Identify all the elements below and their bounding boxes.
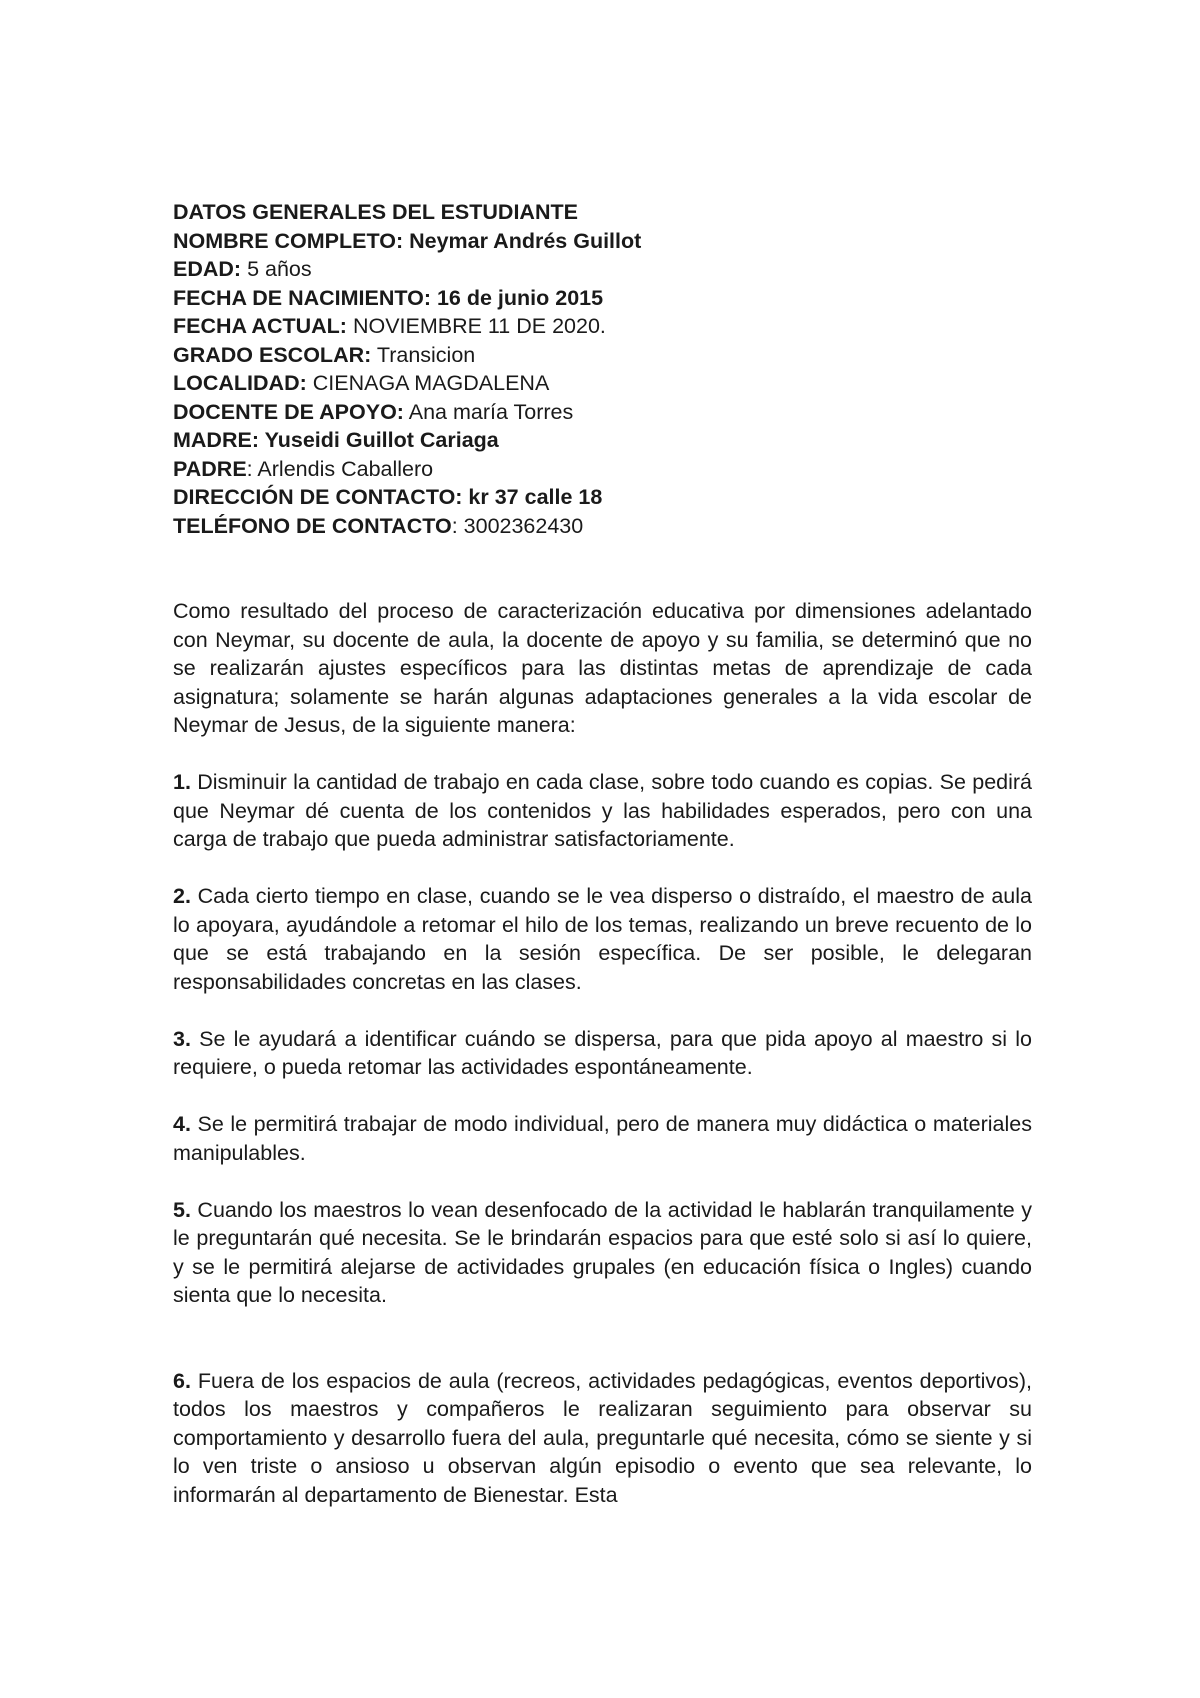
field-padre (173, 455, 1032, 484)
list-item (173, 1367, 1032, 1510)
field-label: FECHA ACTUAL: (173, 314, 347, 338)
list-item (173, 1196, 1032, 1310)
field-label: PADRE (173, 456, 247, 481)
item-text: Se le permitirá trabajar de modo individual, pero de manera muy didáctica o materiales manipulables. (173, 1112, 1032, 1165)
field-label: DIRECCIÓN DE CONTACTO: (173, 485, 463, 509)
field-grado-escolar (173, 341, 1032, 370)
field-value: Neymar Andrés Guillot (403, 228, 642, 253)
item-number: 1. (173, 770, 191, 794)
field-label: NOMBRE COMPLETO: (173, 228, 404, 253)
item-number: 3. (173, 1026, 191, 1051)
field-value: Transicion (371, 342, 476, 367)
field-label: FECHA DE NACIMIENTO: (173, 285, 431, 310)
field-value: : Arlendis Caballero (246, 456, 434, 481)
field-edad (173, 255, 1032, 284)
item-text: Disminuir la cantidad de trabajo en cada clase, sobre todo cuando es copias. Se pedirá que Neymar dé cuenta de los contenidos y las habilidades esperados, pero con una carga de trabajo que pueda administrar satisfactoriamente. (173, 770, 1032, 851)
field-nombre-completo (173, 227, 1032, 256)
list-item (173, 1025, 1032, 1082)
document-page (173, 198, 1032, 1509)
item-number: 4. (173, 1112, 191, 1136)
item-text: Cuando los maestros lo vean desenfocado de la actividad le hablarán tranquilamente y le preguntarán qué necesita. Se le brindarán espacios para que esté solo si así lo quiere, y se le permitirá alejarse de actividades grupales (en educación física o Ingles) cuando sienta que lo necesita. (173, 1197, 1032, 1307)
field-value: 5 años (241, 257, 312, 281)
field-value: : 3002362430 (451, 513, 584, 538)
field-direccion-contacto (173, 483, 1032, 512)
field-localidad (173, 369, 1032, 398)
field-value: Ana maría Torres (403, 399, 574, 424)
field-value: NOVIEMBRE 11 DE 2020. (346, 314, 606, 338)
field-fecha-nacimiento (173, 284, 1032, 313)
list-item (173, 1110, 1032, 1167)
item-text: Cada cierto tiempo en clase, cuando se le vea disperso o distraído, el maestro de aula lo apoyara, ayudándole a retomar el hilo de los temas, realizando un breve recuento de lo que se está trabajando en la sesión específica. De ser posible, le delegaran responsabilidades concretas en las clases. (173, 884, 1032, 994)
item-number: 6. (173, 1368, 191, 1393)
field-fecha-actual (173, 312, 1032, 341)
intro-paragraph: Como resultado del proceso de caracterización educativa por dimensiones adelantado con Neymar, su docente de aula, la docente de apoyo y su familia, se determinó que no se realizarán ajustes específicos para las distintas metas de aprendizaje de cada asignatura; solamente se harán algunas adaptaciones generales a la vida escolar de Neymar de Jesus, de la siguiente manera: (173, 599, 1032, 737)
field-label: TELÉFONO DE CONTACTO (173, 513, 452, 538)
field-value: kr 37 calle 18 (462, 485, 603, 509)
item-number: 5. (173, 1197, 191, 1222)
item-number: 2. (173, 884, 191, 908)
item-text: Fuera de los espacios de aula (recreos, actividades pedagógicas, eventos deportivos), todos los maestros y compañeros le realizaran seguimiento para observar su comportamiento y desarrollo fuera del aula, preguntarle qué necesita, cómo se siente y si lo ven triste o ansioso u observan algún episodio o evento que sea relevante, lo informarán al departamento de Bienestar. Esta (173, 1368, 1032, 1507)
list-item (173, 768, 1032, 854)
field-label: LOCALIDAD: (173, 371, 307, 395)
field-label: EDAD: (173, 257, 242, 281)
field-label: MADRE: (173, 428, 259, 452)
field-docente-apoyo (173, 398, 1032, 427)
field-label: GRADO ESCOLAR: (173, 342, 372, 367)
list-item (173, 882, 1032, 996)
field-value: Yuseidi Guillot Cariaga (259, 428, 499, 452)
field-value: 16 de junio 2015 (431, 285, 604, 310)
document-title: DATOS GENERALES DEL ESTUDIANTE (173, 200, 578, 224)
item-text: Se le ayudará a identificar cuándo se dispersa, para que pida apoyo al maestro si lo requiere, o pueda retomar las actividades espontáneamente. (173, 1026, 1032, 1079)
field-value: CIENAGA MAGDALENA (306, 371, 550, 395)
field-telefono-contacto (173, 512, 1032, 541)
field-madre (173, 426, 1032, 455)
field-label: DOCENTE DE APOYO: (173, 399, 404, 424)
